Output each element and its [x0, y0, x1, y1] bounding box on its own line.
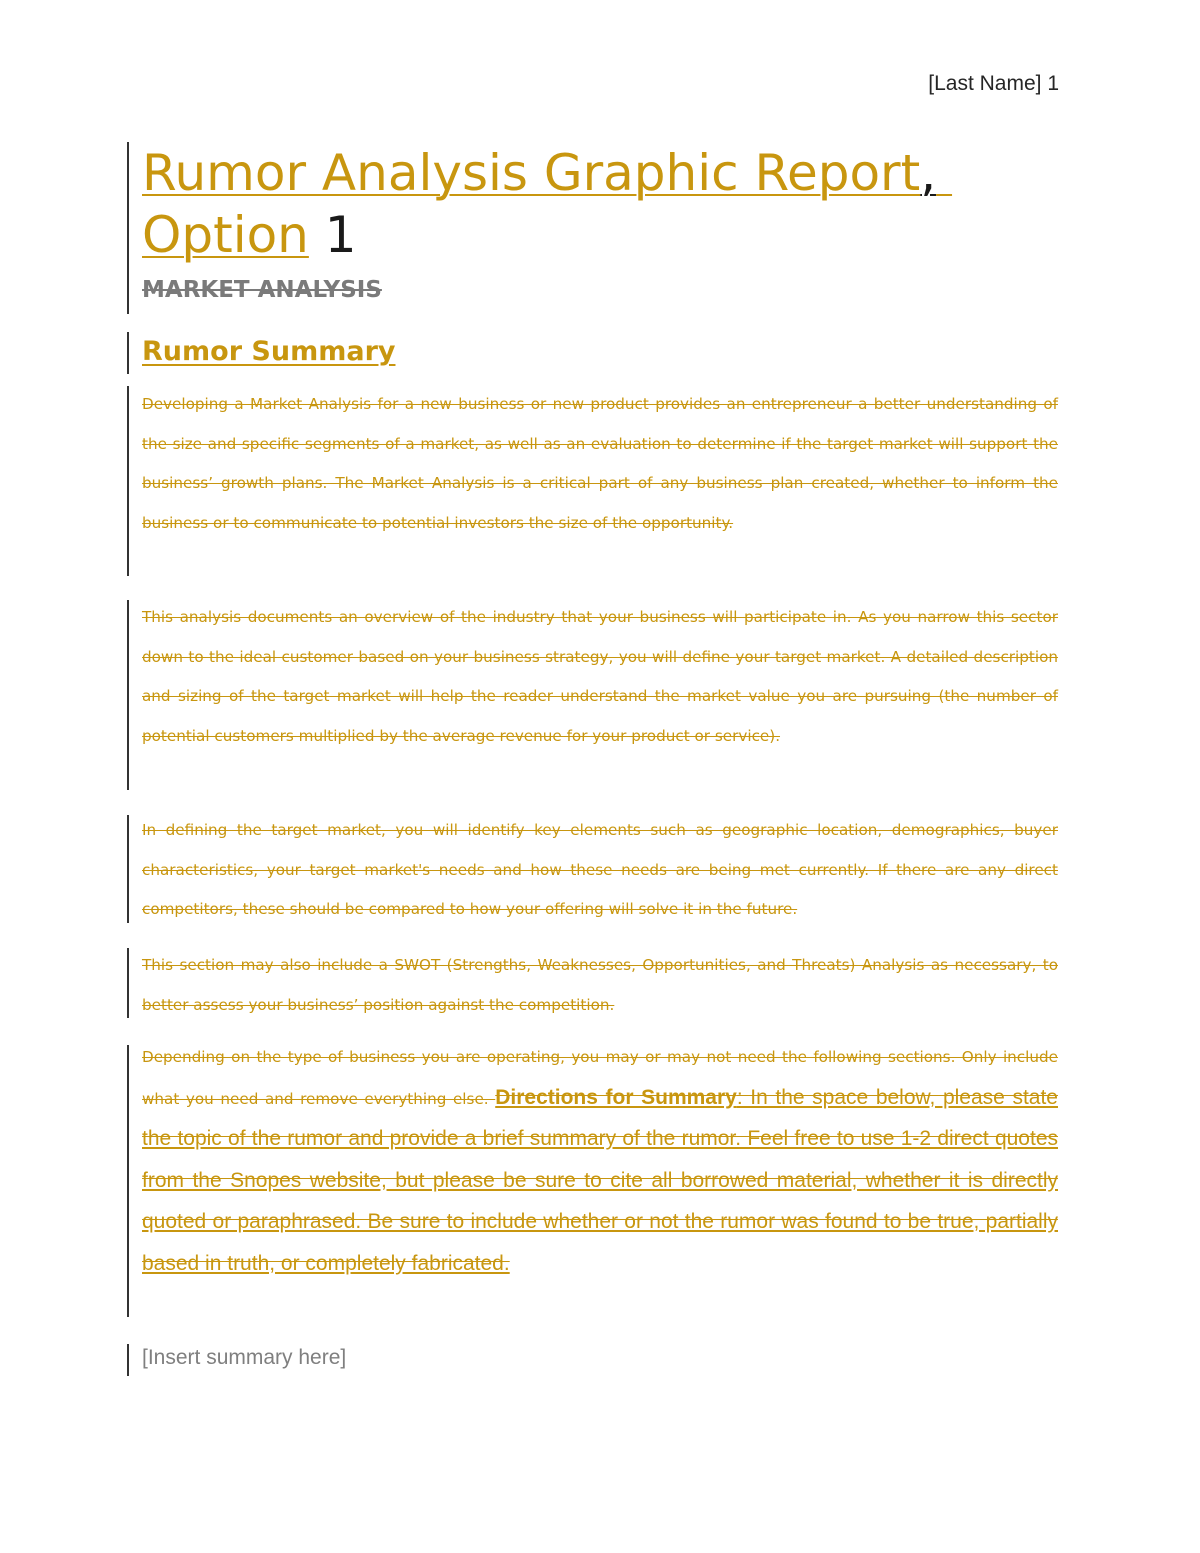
title-number: 1	[308, 206, 357, 264]
directions-title: Directions for Summary	[495, 1085, 737, 1109]
change-bar	[127, 948, 129, 1018]
change-bar	[127, 1344, 129, 1376]
change-bar	[127, 386, 129, 576]
paragraph-swot: This section may also include a SWOT (Strengths, Weaknesses, Opportunities, and Threats) Analysis as necessary, to better assess your business’ position against the competition.	[142, 956, 1058, 1014]
title-part2: Option	[142, 206, 309, 264]
rumor-summary-heading: Rumor Summary	[142, 336, 396, 367]
market-analysis-heading: MARKET ANALYSIS	[142, 277, 382, 303]
change-bar	[127, 600, 129, 790]
change-bar	[127, 332, 129, 374]
title-part1: Rumor Analysis Graphic Report	[142, 144, 921, 202]
summary-placeholder[interactable]: [Insert summary here]	[142, 1346, 347, 1369]
paragraph-directions	[142, 1037, 1058, 1285]
directions-body: : In the space below, please state the topic of the rumor and provide a brief summary of the rumor. Feel free to use 1-2 direct quotes from the Snopes website, but please be sure to cite all borrowed material, whether it is directly quoted or paraphrased. Be sure to include whether or not the rumor was found to be true, partially based in truth, or completely fabricated.	[142, 1085, 1058, 1275]
change-bar	[127, 142, 129, 314]
change-bar	[127, 1045, 129, 1317]
paragraph-industry-overview: This analysis documents an overview of the industry that your business will participate in. As you narrow this sector down to the ideal customer based on your business strategy, you will define your target market. A detailed description and sizing of the target market will help the reader understand the market value you are pursuing (the number of potential customers multiplied by the average revenue for your product or service).	[142, 608, 1058, 745]
paragraph-market-intro: Developing a Market Analysis for a new business or new product provides an entrepreneur a better understanding of the size and specific segments of a market, as well as an evaluation to determine if the target market will support the business’ growth plans. The Market Analysis is a critical part of any business plan created, whether to inform the business or to communicate to potential investors the size of the opportunity.	[142, 395, 1058, 532]
paragraph-depending: Depending on the type of business you are operating, you may or may not need the following sections. Only include what you need and remove everything else.	[142, 1048, 1058, 1108]
document-title	[142, 142, 1062, 266]
change-bar	[127, 815, 129, 923]
title-comma: ,	[920, 144, 937, 202]
paragraph-target-market: In defining the target market, you will identify key elements such as geographic location, demographics, buyer characteristics, your target market's needs and how these needs are being met currently. If there are any direct competitors, these should be compared to how your offering will solve it in the future.	[142, 821, 1058, 919]
page-header: [Last Name] 1	[928, 72, 1059, 95]
